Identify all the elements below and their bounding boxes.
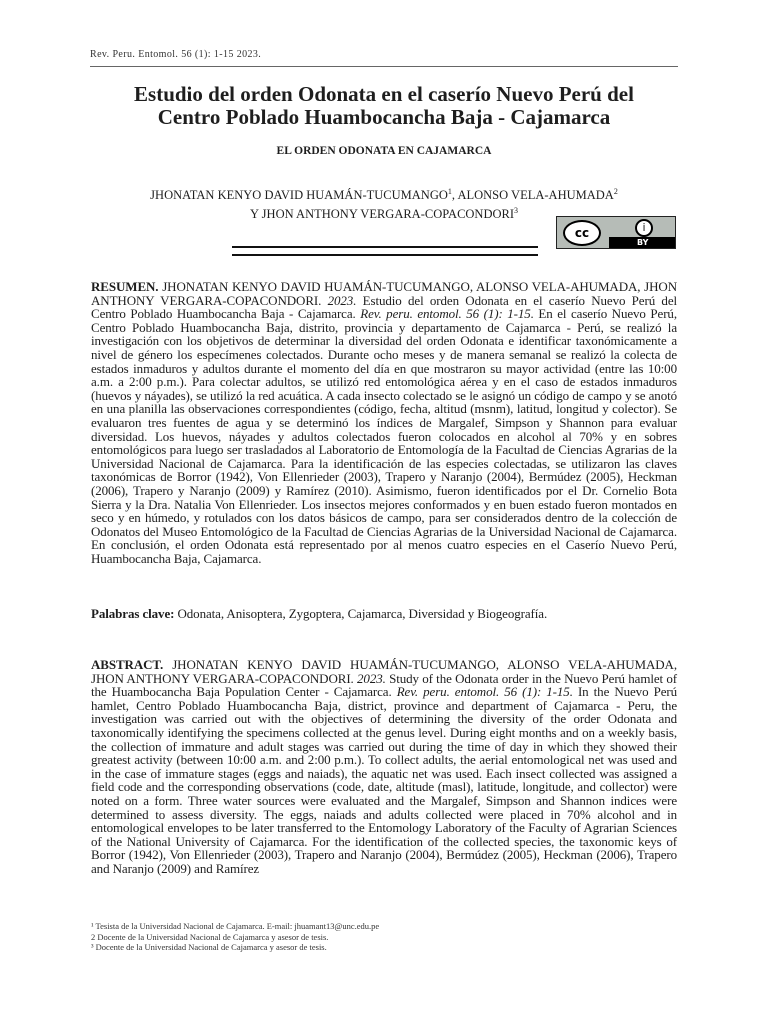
abstract-citation-journal: Rev. peru. entomol. 56 (1): 1-15. <box>396 684 573 700</box>
keywords-text: Odonata, Anisoptera, Zygoptera, Cajamarca, Diversidad y Biogeografía. <box>174 606 548 621</box>
abstract-label: ABSTRACT. <box>91 657 164 672</box>
resumen-citation-title: Estudio del orden Odonata en el caserío Nuevo Perú del Centro Poblado Huambocancha Baja - Cajamarca. <box>91 292 677 322</box>
keywords-label: Palabras clave: <box>91 606 175 621</box>
resumen-citation-year: 2023. <box>327 292 357 308</box>
title-divider <box>232 246 538 256</box>
affiliation-marker: 3 <box>514 206 519 216</box>
resumen-paragraph <box>91 280 677 565</box>
footnotes <box>91 921 677 953</box>
resumen-label: RESUMEN. <box>91 279 159 294</box>
abstract-citation-title: Study of the Odonata order in the Nuevo Perú hamlet of the Huambocancha Baja Population Center - Cajamarca. <box>91 670 677 700</box>
article-title <box>60 83 708 129</box>
abstract-citation-year: 2023. <box>357 670 386 686</box>
author-name: JHONATAN KENYO DAVID HUAMÁN-TUCUMANGO <box>150 188 448 203</box>
resumen-citation-authors: JHONATAN KENYO DAVID HUAMÁN-TUCUMANGO, ALONSO VELA-AHUMADA, JHON ANTHONY VERGARA-COPACONDORI. <box>91 279 677 308</box>
footnote: ³ Docente de la Universidad Nacional de Cajamarca y asesor de tesis. <box>91 942 327 952</box>
footnote: ¹ Tesista de la Universidad Nacional de Cajamarca. E-mail: jhuamant13@unc.edu.pe <box>91 921 380 931</box>
author-name: ALONSO VELA-AHUMADA <box>457 188 614 203</box>
article-title-line-1: Estudio del orden Odonata en el caserío Nuevo Perú del <box>134 82 634 106</box>
author-separator: Y <box>249 207 262 222</box>
keywords-paragraph <box>91 607 677 621</box>
resumen-body: En el caserío Nuevo Perú, Centro Poblado Huambocancha Baja, distrito, provincia y departamento de Cajamarca - Perú, se realizó la investigación con los objetivos de determinar la diversidad del orden Odonata e identificar taxonómicamente a nivel de género los especímenes colectados. Durante ocho meses y de manera semanal se realizó la colecta de estados inmaduros y adultos durante el momento del día en que mostraron su mayor actividad (entre las 10:00 a.m. a 2:00 p.m.). Para colectar adultos, se utilizó red entomológica aérea y en el caso de estados inmaduros (huevos y náyades), se utilizó la red acuática. A cada insecto colectado se le asignó un código de campo y se anotó en una planilla las observaciones correspondientes (código, fecha, altitud (msnm), latitud, longitud y colector). Se evaluaron tres fuentes de agua y se determinó los índices de Margalef, Simpson y Shannon para evaluar diversidad. Los huevos, náyades y adultos colectados fueron colocados en alcohol al 70% y en sobres entomológicos para luego ser trasladados al Laboratorio de Entomología de la Facultad de Ciencias Agrarias de la Universidad Nacional de Cajamarca. Para la identificación de las especies colectadas, se utilizaron las claves taxonómicas de Borror (1942), Von Ellenrieder (2003), Trapero y Naranjo (2004), Bermúdez (2005), Heckman (2006), Trapero y Naranjo (2009) y Ramírez (2010). Asimismo, fueron identificados por el Dr. Cornelio Bota Sierra y la Dra. Natalia Von Ellenrieder. Los insectos mejores conformados y en buen estado fueron montados en seco y en húmedo, y rotulados con los datos básicos de campo, para ser considerados dentro de la colección de Odonatos del Museo Entomológico de la Facultad de Ciencias Agrarias de la Universidad Nacional de Cajamarca. En conclusión, el orden Odonata está representado por al menos cuatro especies en el Caserío Nuevo Perú, Huambocancha Baja, Cajamarca. <box>91 306 677 566</box>
abstract-citation-authors: JHONATAN KENYO DAVID HUAMÁN-TUCUMANGO, ALONSO VELA-AHUMADA, JHON ANTHONY VERGARA-COPACONDORI. <box>91 657 677 686</box>
author-name: JHON ANTHONY VERGARA-COPACONDORI <box>261 207 515 222</box>
footnote: 2 Docente de la Universidad Nacional de Cajamarca y asesor de tesis. <box>91 931 329 942</box>
abstract-paragraph <box>91 658 677 876</box>
header-divider <box>90 66 678 67</box>
journal-reference: Rev. Peru. Entomol. 56 (1): 1-15 2023. <box>90 49 262 60</box>
abstract-body: In the Nuevo Perú hamlet, Centro Poblado Huambocancha Baja, district, province and department of Cajamarca - Peru, the investigation was carried out with the objectives of determining the diversity of the order Odonata and taxonomically identifying the specimens collected at the genus level. During eight months and on a weekly basis, the collection of immature and adult stages was carried out during the time of day in which they showed their greatest activity (between 10:00 a.m. and 2:00 p.m.). To collect adults, the aerial entomological net was used and in the case of immature stages (eggs and naiads), the aquatic net was used. Each insect collected was assigned a field code and the corresponding observations (code, date, altitude (masl), latitude, longitude, and collector) were noted on a form. Three water sources were evaluated and the Margalef, Simpson and Shannon indices were determined to assess diversity. The eggs, naiads and adults collected were placed in 70% alcohol and in entomological envelopes to be later transferred to the Entomology Laboratory of the Faculty of Agrarian Sciences of the National University of Cajamarca. For the identification of the collected species, the taxonomic keys of Borror (1942), Von Ellenrieder (2003), Trapero and Naranjo (2004), Bermúdez (2005), Heckman (2006), Trapero and Naranjo (2009) and Ramírez <box>91 684 677 876</box>
cc-by-license-badge[interactable] <box>556 216 676 249</box>
article-title-line-2: Centro Poblado Huambocancha Baja - Cajamarca <box>157 105 611 129</box>
by-label: BY <box>637 238 649 247</box>
author-separator: , <box>451 188 458 203</box>
resumen-citation-journal: Rev. peru. entomol. 56 (1): 1-15. <box>360 306 534 322</box>
affiliation-marker: 2 <box>613 187 618 196</box>
running-title: EL ORDEN ODONATA EN CAJAMARCA <box>276 145 492 157</box>
attribution-icon: i <box>635 219 653 237</box>
affiliation-marker: 1 <box>447 187 452 196</box>
cc-icon: cc <box>563 220 601 246</box>
